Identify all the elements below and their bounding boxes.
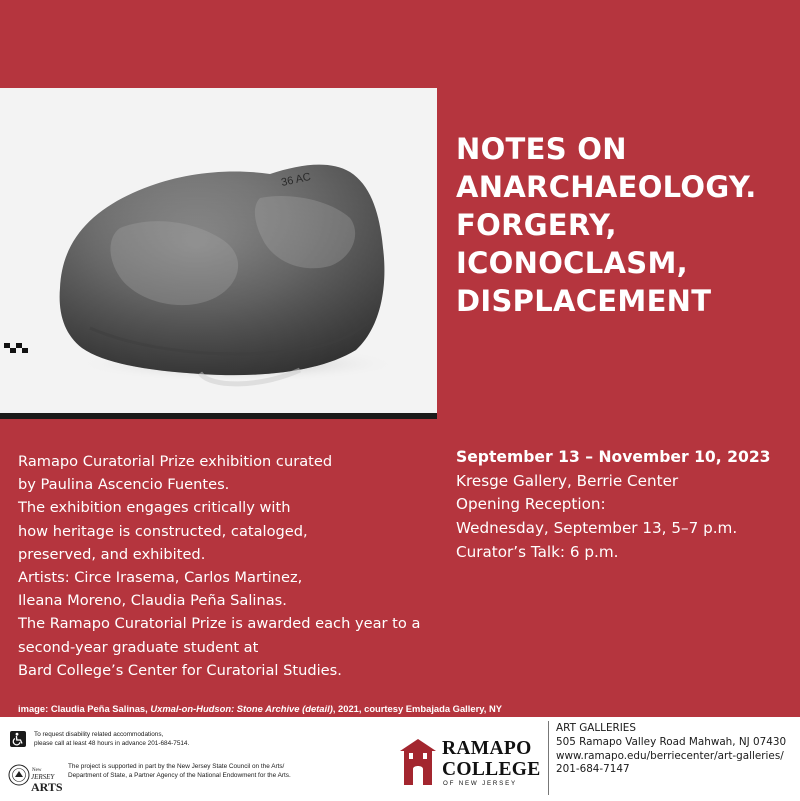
gatehouse-icon	[397, 737, 439, 787]
contact-address: 505 Ramapo Valley Road Mahwah, NJ 07430	[556, 735, 787, 748]
contact-heading: ART GALLERIES	[556, 722, 636, 734]
reception-label: Opening Reception:	[456, 495, 606, 514]
accessibility-line: To request disability related accommodations,	[34, 731, 164, 738]
description-line: Bard College’s Center for Curatorial Studies.	[18, 661, 342, 679]
title-line-4: ICONOCLASM,	[456, 246, 688, 280]
description-line: how heritage is constructed, cataloged,	[18, 522, 308, 540]
wheelchair-icon	[10, 731, 26, 747]
description-line: Ileana Moreno, Claudia Peña Salinas.	[18, 592, 287, 610]
description-line: Ramapo Curatorial Prize exhibition curated	[18, 453, 333, 470]
credit-suffix: , 2021, courtesy Embajada Gallery, NY	[332, 703, 503, 714]
funding-notice	[68, 763, 291, 780]
nj-arts-logo	[31, 768, 63, 794]
svg-text:ARTS: ARTS	[31, 780, 63, 794]
description-line: The exhibition engages critically with	[18, 499, 291, 517]
gallery-contact	[556, 722, 786, 777]
credit-prefix: image: Claudia Peña Salinas,	[18, 703, 151, 714]
svg-text:New: New	[32, 768, 42, 773]
title-line-3: FORGERY,	[456, 208, 617, 242]
state-seal-icon	[9, 765, 29, 785]
funding-line: The project is supported in part by the New Jersey State Council on the Arts/	[68, 763, 285, 770]
description-line: preserved, and exhibited.	[18, 545, 206, 563]
image-credit	[18, 703, 502, 714]
credit-work-title: Uxmal-on-Hudson: Stone Archive (detail)	[150, 703, 333, 714]
exhibition-title	[456, 130, 796, 320]
logo-college: COLLEGE	[442, 759, 541, 780]
svg-text:36 AC: 36 AC	[280, 170, 312, 189]
event-details	[456, 446, 796, 565]
funding-seals	[8, 760, 63, 796]
description-line: Artists: Circe Irasema, Carlos Martinez,	[18, 569, 303, 587]
footer	[0, 717, 800, 800]
curator-talk: Curator’s Talk: 6 p.m.	[456, 542, 619, 561]
footer-divider	[548, 721, 549, 795]
accessibility-line: please call at least 48 hours in advance 201-684-7514.	[34, 739, 190, 747]
title-line-5: DISPLACEMENT	[456, 284, 712, 318]
title-line-2: ANARCHAEOLOGY.	[456, 170, 757, 204]
exhibition-description	[18, 450, 443, 682]
ramapo-college-logo[interactable]	[397, 737, 541, 789]
logo-of-new-jersey: OF NEW JERSEY	[443, 780, 517, 787]
svg-text:JERSEY: JERSEY	[31, 773, 55, 781]
description-line: by Paulina Ascencio Fuentes.	[18, 476, 230, 494]
stone-image	[0, 88, 437, 413]
venue: Kresge Gallery, Berrie Center	[456, 471, 679, 490]
funding-line: Department of State, a Partner Agency of the National Endowment for the Arts.	[68, 771, 291, 779]
contact-url[interactable]: www.ramapo.edu/berriecenter/art-galleries/	[556, 749, 784, 762]
description-line: second-year graduate student at	[18, 638, 259, 656]
stone-artwork-photo	[0, 88, 437, 419]
logo-ramapo: RAMAPO	[442, 738, 532, 759]
title-line-1: NOTES ON	[456, 132, 627, 166]
exhibition-dates: September 13 – November 10, 2023	[456, 448, 771, 466]
reception-time: Wednesday, September 13, 5–7 p.m.	[456, 519, 738, 538]
contact-phone[interactable]: 201-684-7147	[556, 763, 630, 776]
description-line: The Ramapo Curatorial Prize is awarded each year to a	[18, 615, 421, 633]
